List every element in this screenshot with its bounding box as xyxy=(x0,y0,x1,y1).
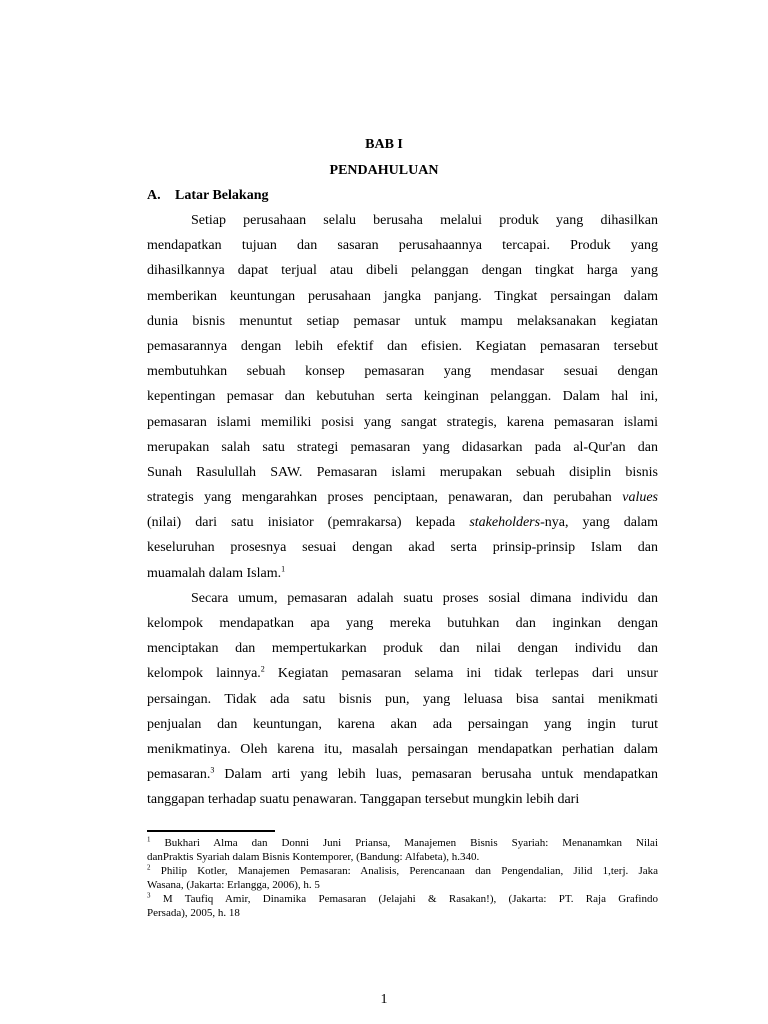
footnote-text: Persada), 2005, h. 18 xyxy=(147,907,240,919)
line-text: menikmatinya. Oleh karena itu, masalah persaingan mendapatkan perhatian dalam xyxy=(147,741,658,757)
text-line xyxy=(147,561,658,586)
text-line xyxy=(147,233,658,258)
section-title: Latar Belakang xyxy=(175,188,269,203)
footnote-separator xyxy=(147,830,275,832)
text-line xyxy=(147,208,658,233)
line-text: persaingan. Tidak ada satu bisnis pun, yang leluasa bisa santai menikmati xyxy=(147,691,658,707)
line-text: merupakan salah satu strategi pemasaran yang didasarkan pada al-Qur'an dan xyxy=(147,439,658,455)
text-line xyxy=(147,712,658,737)
text-line xyxy=(147,535,658,560)
footnote xyxy=(147,836,658,864)
line-text: muamalah dalam Islam. xyxy=(147,565,282,581)
footnote-line xyxy=(147,878,658,892)
line-text: pemasarannya dengan lebih efektif dan efisien. Kegiatan pemasaran tersebut xyxy=(147,338,658,354)
line-text: Dalam arti yang lebih luas, pemasaran berusaha untuk mendapatkan xyxy=(214,767,658,783)
footnote-reference: 3 xyxy=(210,765,215,775)
line-text: (nilai) dari satu inisiator (pemrakarsa) kepada xyxy=(147,515,470,531)
body-text xyxy=(147,208,658,813)
line-text: membutuhkan sebuah konsep pemasaran yang mendasar sesuai dengan xyxy=(147,364,658,380)
text-line xyxy=(147,687,658,712)
line-text: Setiap perusahaan selalu berusaha melalui produk yang dihasilkan xyxy=(191,213,658,228)
text-line xyxy=(147,359,658,384)
footnote-line xyxy=(147,836,658,850)
line-text: pemasaran. xyxy=(147,767,211,783)
italic-term: values xyxy=(622,490,658,506)
footnote-text: Philip Kotler, Manajemen Pemasaran: Analisis, Perencanaan dan Pengendalian, Jilid 1,terj. Jaka xyxy=(160,865,658,877)
text-line xyxy=(147,435,658,460)
footnote-text: danPraktis Syariah dalam Bisnis Kontemporer, (Bandung: Alfabeta), h.340. xyxy=(147,851,480,863)
text-line xyxy=(147,762,658,787)
line-text: menciptakan dan mempertukarkan produk dan nilai dengan individu dan xyxy=(147,641,658,657)
line-text: tanggapan terhadap suatu penawaran. Tanggapan tersebut mungkin lebih dari xyxy=(147,792,580,808)
text-line xyxy=(147,586,658,611)
line-text: Kegiatan pemasaran selama ini tidak terlepas dari unsur xyxy=(264,666,658,682)
footnote-mark: 3 xyxy=(147,892,151,900)
line-text: mendapatkan tujuan dan sasaran perusahaannya tercapai. Produk yang xyxy=(147,238,658,254)
text-line xyxy=(147,460,658,485)
line-text: keseluruhan prosesnya sesuai dengan akad serta prinsip-prinsip Islam dan xyxy=(147,540,658,556)
text-line xyxy=(147,787,658,812)
line-text: kelompok mendapatkan apa yang mereka butuhkan dan inginkan dengan xyxy=(147,616,658,631)
text-line xyxy=(147,737,658,762)
footnote-mark: 1 xyxy=(147,836,151,844)
text-line xyxy=(147,309,658,334)
footnote-line xyxy=(147,892,658,906)
line-text: Sunah Rasulullah SAW. Pemasaran islami merupakan sebuah disiplin bisnis xyxy=(147,464,658,480)
text-line xyxy=(147,384,658,409)
footnote-text: Bukhari Alma dan Donni Juni Priansa, Manajemen Bisnis Syariah: Menanamkan Nilai xyxy=(164,837,658,849)
paragraph xyxy=(147,208,658,586)
footnote-line xyxy=(147,906,658,920)
line-text: penjualan dan keuntungan, karena akan ada persaingan yang ingin turut xyxy=(147,716,658,732)
line-text: strategis yang mengarahkan proses penciptaan, penawaran, dan perubahan xyxy=(147,490,623,506)
text-line xyxy=(147,284,658,309)
chapter-title: PENDAHULUAN xyxy=(329,163,439,178)
line-text: Secara umum, pemasaran adalah suatu proses sosial dimana individu dan xyxy=(191,590,658,606)
line-text: kepentingan pemasar dan kebutuhan serta keinginan pelanggan. Dalam hal ini, xyxy=(147,389,658,405)
text-line xyxy=(147,258,658,283)
text-line xyxy=(147,410,658,435)
text-line xyxy=(147,636,658,661)
text-line xyxy=(147,661,658,686)
line-text: -nya, yang dalam xyxy=(540,515,658,531)
italic-term: stakeholders xyxy=(469,515,541,531)
line-text: pemasaran islami memiliki posisi yang sangat strategis, karena pemasaran islami xyxy=(147,414,658,430)
line-text: memberikan keuntungan perusahaan jangka panjang. Tingkat persaingan dalam xyxy=(147,288,658,304)
footnote-line xyxy=(147,850,658,864)
text-line xyxy=(147,485,658,510)
text-line xyxy=(147,334,658,359)
footnote-text: Wasana, (Jakarta: Erlangga, 2006), h. 5 xyxy=(147,879,320,891)
chapter-number: BAB I xyxy=(365,137,403,152)
section-heading xyxy=(147,188,268,204)
footnotes xyxy=(147,836,658,920)
section-number: A. xyxy=(147,188,161,203)
footnote-text: M Taufiq Amir, Dinamika Pemasaran (Jelajahi & Rasakan!), (Jakarta: PT. Raja Grafindo xyxy=(162,893,658,905)
text-line xyxy=(147,510,658,535)
line-text: dunia bisnis menuntut setiap pemasar untuk mampu melaksanakan kegiatan xyxy=(147,313,658,329)
page-number: 1 xyxy=(380,992,388,1007)
footnote xyxy=(147,864,658,892)
text-line xyxy=(147,611,658,636)
footnote-reference: 1 xyxy=(281,563,286,573)
line-text: dihasilkannya dapat terjual atau dibeli pelanggan dengan tingkat harga yang xyxy=(147,263,658,279)
footnote-reference: 2 xyxy=(260,664,265,674)
footnote-mark: 2 xyxy=(147,864,151,872)
paragraph xyxy=(147,586,658,813)
footnote-line xyxy=(147,864,658,878)
line-text: kelompok lainnya. xyxy=(147,666,261,682)
footnote xyxy=(147,892,658,920)
